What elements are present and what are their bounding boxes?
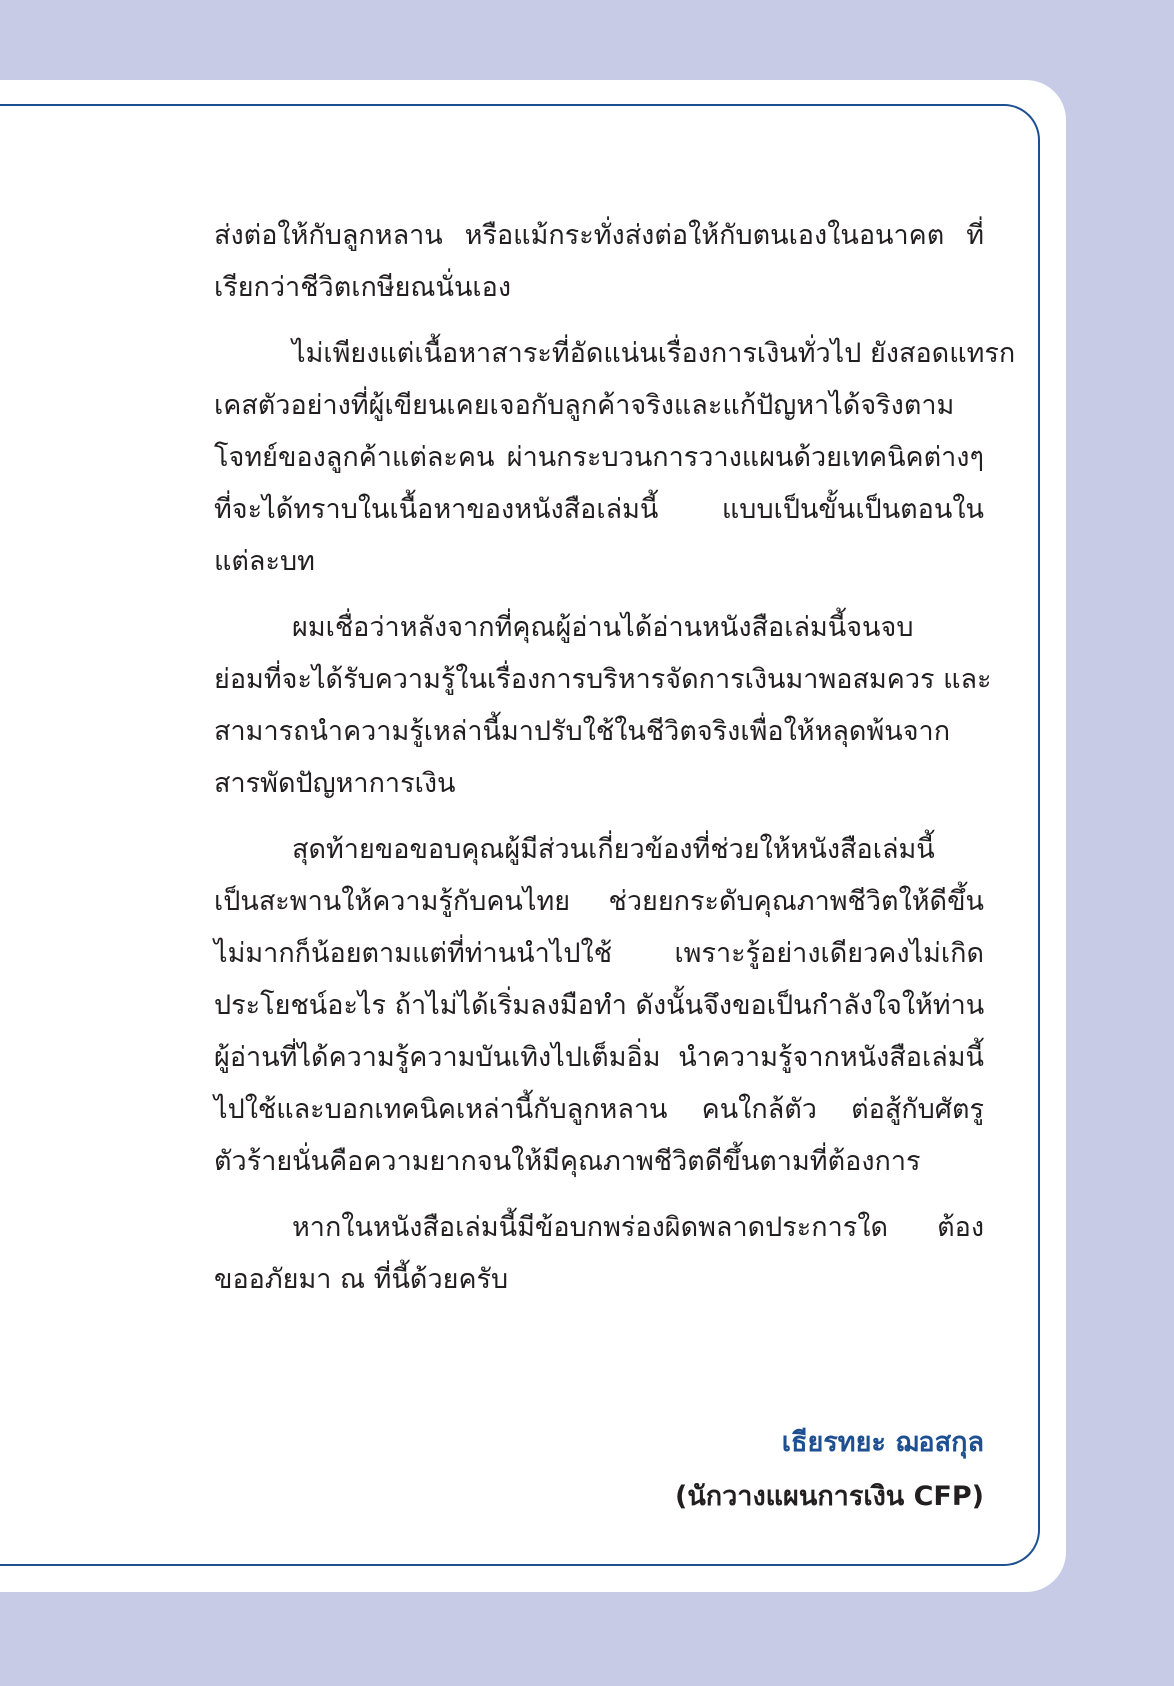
- paragraph-1: [214, 210, 984, 314]
- text-line: ตัวร้ายนั่นคือความยากจนให้มีคุณภาพชีวิตดีขึ้นตามที่ต้องการ: [214, 1146, 921, 1177]
- text-line: ขออภัยมา ณ ที่นี้ด้วยครับ: [214, 1264, 509, 1295]
- text-line: หากในหนังสือเล่มนี้มีข้อบกพร่องผิดพลาดประการใด ต้อง: [292, 1212, 984, 1243]
- text-line: เคสตัวอย่างที่ผู้เขียนเคยเจอกับลูกค้าจริงและแก้ปัญหาได้จริงตาม: [214, 390, 955, 421]
- text-line: ผู้อ่านที่ได้ความรู้ความบันเทิงไปเต็มอิ่ม นำความรู้จากหนังสือเล่มนี้: [214, 1042, 984, 1073]
- paragraph-2: [214, 328, 1016, 588]
- author-name: เธียรทยะ ฌอสกุล: [781, 1427, 984, 1458]
- text-line: ไปใช้และบอกเทคนิคเหล่านี้กับลูกหลาน คนใกล้ตัว ต่อสู้กับศัตรู: [214, 1094, 984, 1125]
- text-line: สามารถนำความรู้เหล่านี้มาปรับใช้ในชีวิตจริงเพื่อให้หลุดพ้นจาก: [214, 716, 951, 747]
- preface-body: [214, 210, 1016, 1320]
- text-line: ประโยชน์อะไร ถ้าไม่ได้เริ่มลงมือทำ ดังนั้นจึงขอเป็นกำลังใจให้ท่าน: [214, 990, 985, 1021]
- text-line: ย่อมที่จะได้รับความรู้ในเรื่องการบริหารจัดการเงินมาพอสมควร และ: [214, 664, 992, 695]
- text-line: สุดท้ายขอขอบคุณผู้มีส่วนเกี่ยวข้องที่ช่วยให้หนังสือเล่มนี้: [292, 834, 935, 865]
- text-line: เป็นสะพานให้ความรู้กับคนไทย ช่วยยกระดับคุณภาพชีวิตให้ดีขึ้น: [214, 886, 984, 917]
- paragraph-4: [214, 824, 984, 1188]
- paragraph-3: [214, 602, 992, 810]
- text-line: สารพัดปัญหาการเงิน: [214, 768, 456, 799]
- text-line: ผมเชื่อว่าหลังจากที่คุณผู้อ่านได้อ่านหนังสือเล่มนี้จนจบ: [292, 612, 914, 643]
- text-line: แต่ละบท: [214, 546, 315, 577]
- author-title: (นักวางแผนการเงิน CFP): [675, 1481, 984, 1512]
- text-line: ส่งต่อให้กับลูกหลาน หรือแม้กระทั่งส่งต่อให้กับตนเองในอนาคต ที่: [214, 220, 984, 251]
- text-line: โจทย์ของลูกค้าแต่ละคน ผ่านกระบวนการวางแผนด้วยเทคนิคต่างๆ: [214, 442, 984, 473]
- paragraph-5: [214, 1202, 984, 1306]
- author-signature: [675, 1416, 984, 1524]
- text-line: ไม่เพียงแต่เนื้อหาสาระที่อัดแน่นเรื่องการเงินทั่วไป ยังสอดแทรก: [292, 338, 1016, 369]
- text-line: เรียกว่าชีวิตเกษียณนั่นเอง: [214, 272, 512, 303]
- text-line: ไม่มากก็น้อยตามแต่ที่ท่านนำไปใช้ เพราะรู้อย่างเดียวคงไม่เกิด: [214, 938, 984, 969]
- text-line: ที่จะได้ทราบในเนื้อหาของหนังสือเล่มนี้ แบบเป็นขั้นเป็นตอนใน: [214, 494, 984, 525]
